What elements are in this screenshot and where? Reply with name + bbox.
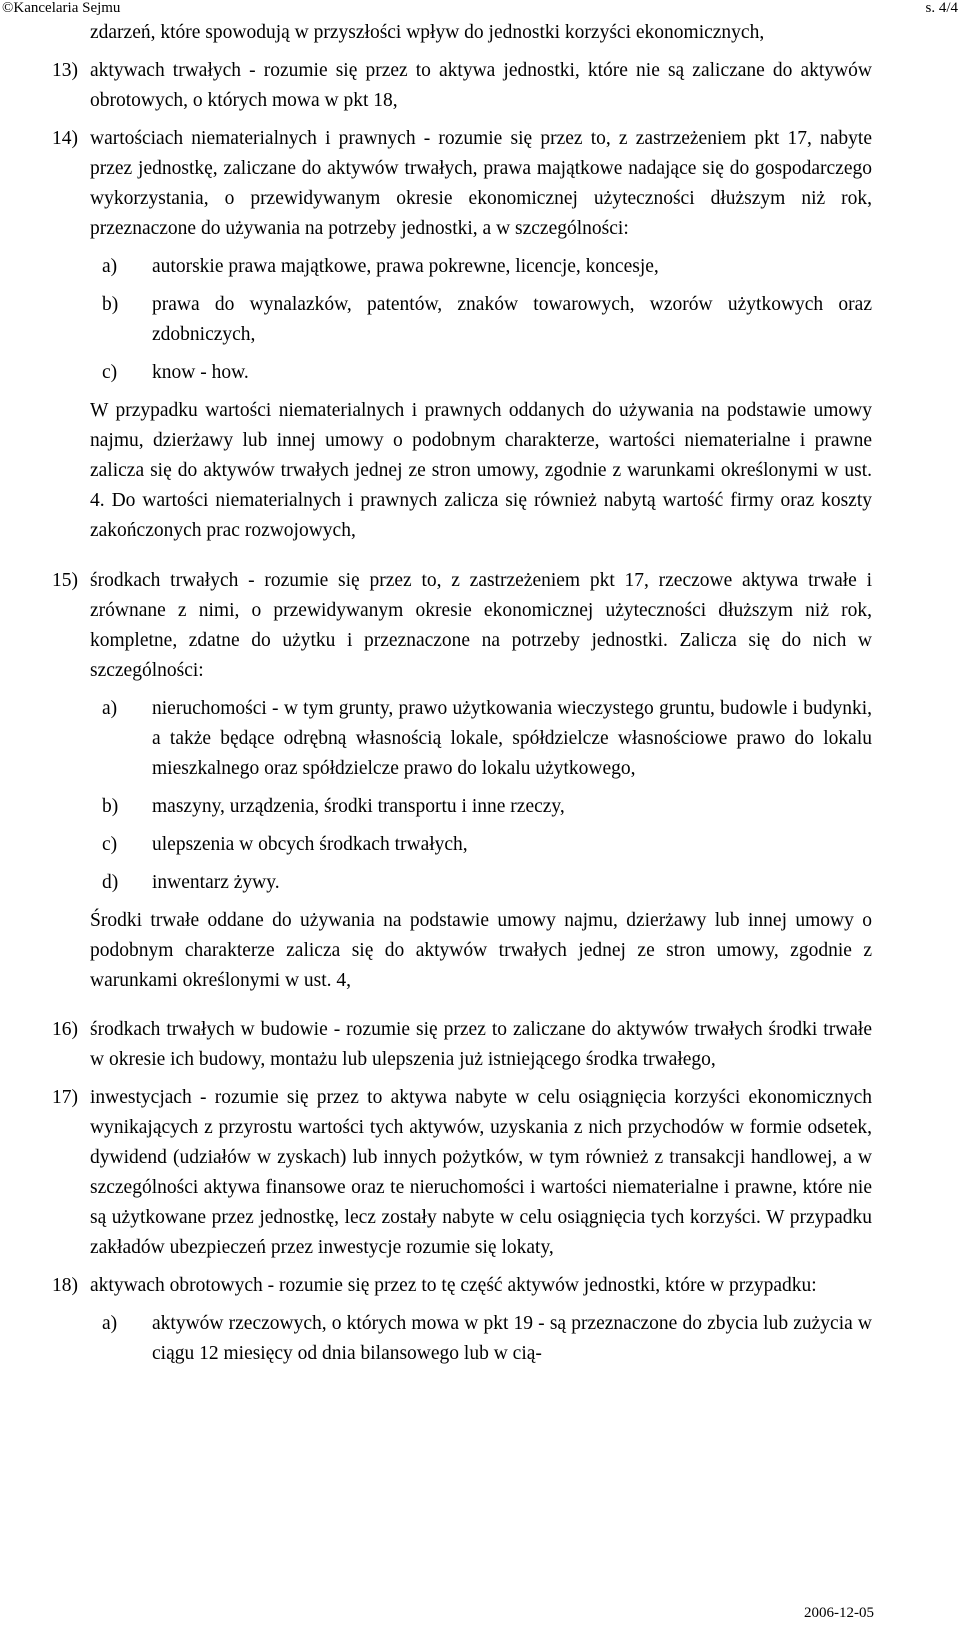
- sub-text: autorskie prawa majątkowe, prawa pokrewne, licencje, koncesje,: [152, 256, 659, 277]
- sub-text: prawa do wynalazków, patentów, znaków towarowych, wzorów użytkowych oraz zdobniczych,: [152, 294, 872, 345]
- item-text: wartościach niematerialnych i prawnych - rozumie się przez to, z zastrzeżeniem pkt 17, nabyte przez jednostkę, zaliczane do aktywów trwałych, prawa majątkowe nadające się do gospodarczego wykorzystania, o przewidywanym okresie ekonomicznej użyteczności dłuższym niż rok, przeznaczone do używania na potrzeby jednostki, a w szczególności:: [90, 128, 872, 239]
- item-text: aktywach trwałych - rozumie się przez to aktywa jednostki, które nie są zaliczane do aktywów obrotowych, o których mowa w pkt 18,: [90, 60, 872, 111]
- item-number: 14): [52, 128, 78, 149]
- item-number: 17): [52, 1087, 78, 1108]
- footer-date: 2006-12-05: [804, 1605, 874, 1621]
- item-number: 18): [52, 1275, 78, 1296]
- item-15-sub-b: [102, 792, 872, 822]
- item-14-sub-b: [102, 290, 872, 350]
- sub-number: d): [102, 871, 119, 893]
- item-18: [52, 1271, 872, 1301]
- sub-number: c): [102, 362, 118, 383]
- item-14-sub-a: [102, 252, 872, 282]
- sub-text: aktywów rzeczowych, o których mowa w pkt 19 - są przeznaczone do zbycia lub zużycia w ciągu 12 miesięcy od dnia bilansowego lub w cią-: [152, 1313, 872, 1364]
- item-14: [52, 124, 872, 244]
- item-15-sub-c: [102, 830, 872, 860]
- sub-number: b): [102, 795, 119, 817]
- item-15-sub-d: [102, 868, 872, 898]
- sub-number: a): [102, 697, 118, 719]
- sub-text: maszyny, urządzenia, środki transportu i inne rzeczy,: [152, 795, 565, 817]
- document-body: [52, 18, 872, 1369]
- item-14-continuation: W przypadku wartości niematerialnych i prawnych oddanych do używania na podstawie umowy najmu, dzierżawy lub innej umowy o podobnym charakterze, wartości niematerialne i prawne zalicza się do aktywów trwałych jednej ze stron umowy, zgodnie z warunkami określonymi w ust. 4. Do wartości niematerialnych i prawnych zalicza się również nabytą wartość firmy oraz koszty zakończonych prac rozwojowych,: [90, 400, 872, 541]
- item-17: [52, 1083, 872, 1263]
- item-text: środkach trwałych - rozumie się przez to, z zastrzeżeniem pkt 17, rzeczowe aktywa trwałe i zrównane z nimi, o przewidywanym okresie ekonomicznej użyteczności dłuższym niż rok, kompletne, zdatne do użytku i przeznaczone na potrzeby jednostki. Zalicza się do nich w szczególności:: [90, 569, 872, 681]
- item-text: inwestycjach - rozumie się przez to aktywa nabyte w celu osiągnięcia korzyści ekonomicznych wynikających z przyrostu wartości tych aktywów, uzyskania z nich przychodów w formie odsetek, dywidend (udziałów w zyskach) lub innych pożytków, w tym również z transakcji handlowej, a w szczególności aktywa finansowe oraz te nieruchomości i wartości niematerialne i prawne, które nie są użytkowane przez jednostkę, lecz zostały nabyte w celu osiągnięcia tych korzyści. W przypadku zakładów ubezpieczeń przez inwestycje rozumie się lokaty,: [90, 1087, 872, 1258]
- header-copyright: ©Kancelaria Sejmu: [2, 0, 121, 16]
- sub-number: a): [102, 1313, 118, 1334]
- item-15: [52, 566, 872, 686]
- sub-text: ulepszenia w obcych środkach trwałych,: [152, 833, 468, 855]
- item-text: środkach trwałych w budowie - rozumie się przez to zaliczane do aktywów trwałych środki trwałe w okresie ich budowy, montażu lub ulepszenia już istniejącego środka trwałego,: [90, 1019, 872, 1070]
- header-page-number: s. 4/4: [925, 0, 958, 16]
- item-text: aktywach obrotowych - rozumie się przez to tę część aktywów jednostki, które w przypadku:: [90, 1275, 817, 1296]
- sub-number: b): [102, 294, 119, 315]
- sub-number: a): [102, 256, 118, 277]
- continued-paragraph: zdarzeń, które spowodują w przyszłości wpływ do jednostki korzyści ekonomicznych,: [90, 22, 765, 43]
- item-number: 16): [52, 1019, 78, 1040]
- item-number: 13): [52, 60, 78, 81]
- sub-number: c): [102, 833, 118, 855]
- item-14-sub-c: [102, 358, 872, 388]
- sub-text: nieruchomości - w tym grunty, prawo użytkowania wieczystego gruntu, budowle i budynki, a także będące odrębną własnością lokale, spółdzielcze własnościowe prawo do lokalu mieszkalnego oraz spółdzielcze prawo do lokalu użytkowego,: [152, 697, 872, 779]
- item-18-sub-a: [102, 1309, 872, 1369]
- item-15-sub-a: [102, 694, 872, 784]
- item-15-continuation: Środki trwałe oddane do używania na podstawie umowy najmu, dzierżawy lub innej umowy o podobnym charakterze zalicza się do aktywów trwałych jednej ze stron umowy, zgodnie z warunkami określonymi w ust. 4,: [90, 909, 872, 991]
- sub-text: know - how.: [152, 362, 249, 383]
- item-16: [52, 1015, 872, 1075]
- item-13: [52, 56, 872, 116]
- sub-text: inwentarz żywy.: [152, 871, 280, 893]
- item-number: 15): [52, 569, 78, 591]
